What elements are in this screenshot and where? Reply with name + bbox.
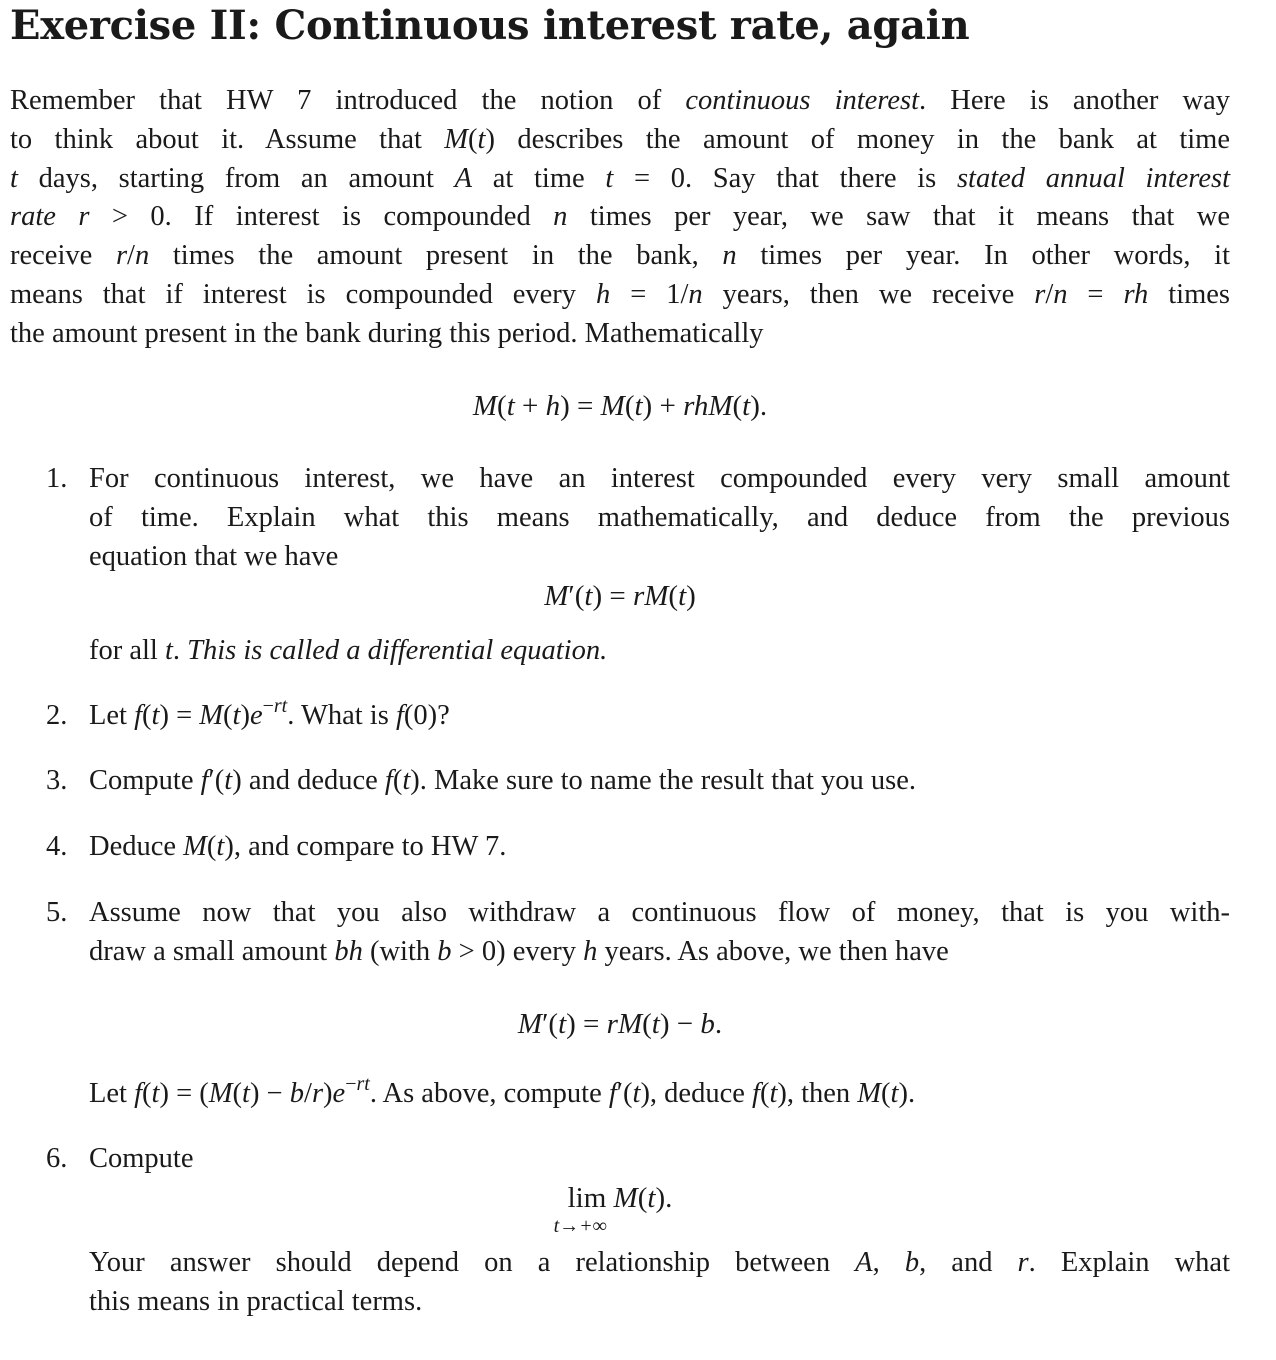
item-line: draw a small amount bh (with b > 0) every h years. As above, we then have bbox=[89, 935, 949, 967]
intro-line: receive r/n times the amount present in the bank, n times per year. In other words, it bbox=[10, 240, 1231, 272]
limit-word: lim bbox=[567, 1182, 607, 1214]
item-body bbox=[89, 460, 1230, 576]
limit-operator bbox=[553, 1180, 607, 1237]
item-number: 3. bbox=[46, 765, 68, 796]
page-title: Exercise II: Continuous interest rate, again bbox=[10, 2, 970, 49]
item-text: Compute bbox=[89, 1143, 194, 1174]
intro-line: to think about it. Assume that M(t) describes the amount of money in the bank at time bbox=[10, 123, 1230, 155]
intro-line: t days, starting from an amount A at time t = 0. Say that there is stated annual interest bbox=[10, 162, 1230, 194]
item-line: Assume now that you also withdraw a continuous flow of money, that is you with- bbox=[89, 897, 1230, 928]
limit-subscript: t→+∞ bbox=[553, 1215, 607, 1237]
item-after-text: for all t. This is called a differential equation. bbox=[89, 635, 608, 666]
item-line: of time. Explain what this means mathematically, and deduce from the previous bbox=[89, 501, 1230, 533]
item-line: Your answer should depend on a relationship between A, b, and r. Explain what bbox=[89, 1247, 1231, 1278]
item-1-equation: M′(t) = rM(t) bbox=[544, 580, 696, 612]
intro-line: Remember that HW 7 introduced the notion of continuous interest. Here is another way bbox=[10, 85, 1231, 116]
intro-line: rate r > 0. If interest is compounded n times per year, we saw that it means that we bbox=[10, 201, 1231, 233]
item-body bbox=[89, 894, 1230, 972]
limit-equation bbox=[10, 1180, 1230, 1237]
item-number: 2. bbox=[46, 700, 68, 731]
item-text: Compute f′(t) and deduce f(t). Make sure to name the result that you use. bbox=[89, 765, 917, 796]
main-equation: M(t + h) = M(t) + rhM(t). bbox=[472, 390, 768, 422]
item-number: 6. bbox=[46, 1143, 68, 1174]
item-body bbox=[89, 1244, 1230, 1322]
intro-line: the amount present in the bank during this period. Mathematically bbox=[10, 317, 764, 349]
item-number: 1. bbox=[46, 463, 68, 494]
item-text: Deduce M(t), and compare to HW 7. bbox=[89, 831, 507, 862]
item-5-equation: M′(t) = rM(t) − b. bbox=[517, 1008, 723, 1040]
limit-expression: M(t). bbox=[613, 1182, 673, 1214]
intro-line: means that if interest is compounded every h = 1/n years, then we receive r/n = rh times bbox=[10, 278, 1230, 310]
item-after-text: Let $f(t) = (M(t) - b/r)e^{-rt}$. As above, compute f′(t), deduce f(t), then M(t). bbox=[89, 1073, 916, 1109]
item-line: For continuous interest, we have an interest compounded every very small amount bbox=[89, 463, 1230, 494]
item-line: this means in practical terms. bbox=[89, 1285, 423, 1317]
intro-paragraph bbox=[10, 82, 1230, 354]
item-number: 5. bbox=[46, 897, 68, 928]
item-line: equation that we have bbox=[89, 540, 339, 572]
item-text: Let $f(t) = M(t)e^{-rt}$. What is f(0)? bbox=[89, 695, 450, 731]
item-number: 4. bbox=[46, 831, 68, 862]
